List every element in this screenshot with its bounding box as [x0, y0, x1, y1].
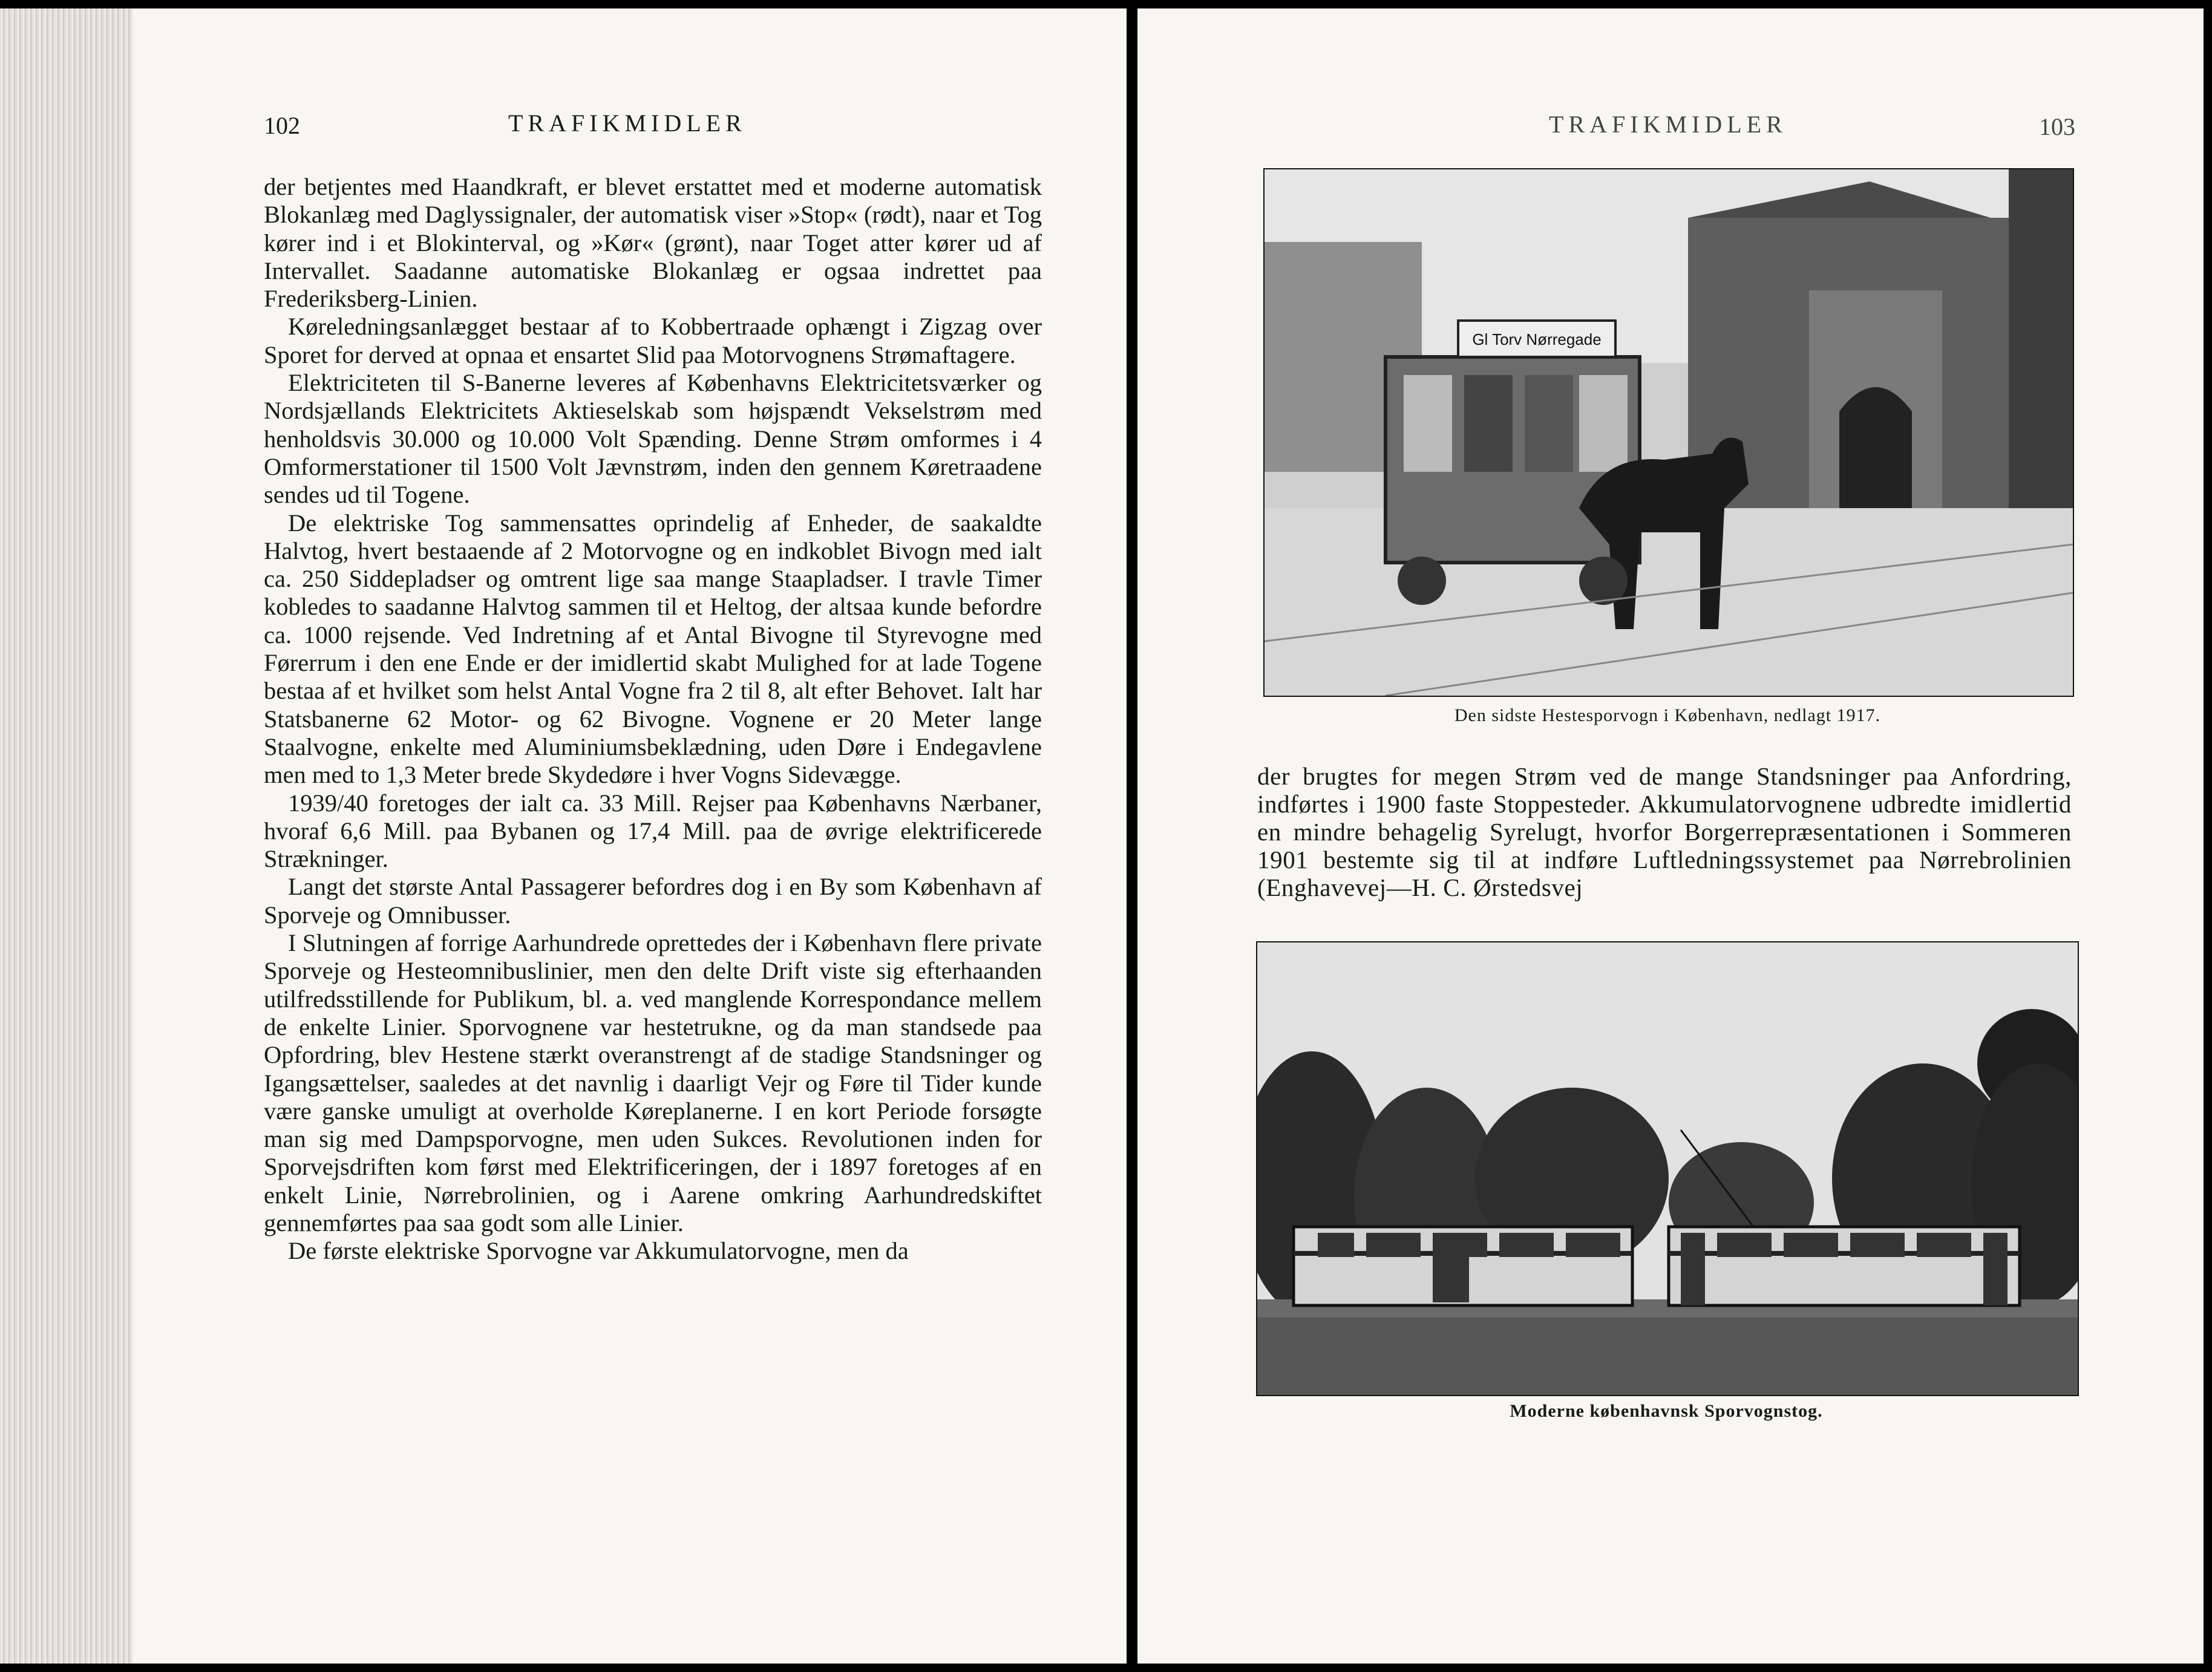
paragraph: Elektriciteten til S-Banerne leveres af Københavns Elektricitetsværker og Nordsjællands Elektricitets Aktieselskab som højspændt Vekselstrøm med henholdsvis 30.000 og 10.000 Volt Spænding. Denne Strøm omformes i 4 Omformerstationer til 1500 Volt Jævnstrøm, inden den gennem Køretraadene sendes ud til Togene.: [264, 369, 1042, 509]
caption-modern-tram: Moderne københavnsk Sporvognstog.: [1510, 1401, 1823, 1421]
page-number-right: 103: [2039, 113, 2075, 140]
left-body-text: [264, 173, 1042, 1265]
caption-horse-tram: Den sidste Hestesporvogn i København, nedlagt 1917.: [1454, 705, 1881, 725]
left-page: [0, 8, 1127, 1664]
page-number-left: 102: [264, 112, 300, 139]
horse-tram-illustration: [1265, 169, 2073, 696]
modern-tram-photo: [1256, 941, 2079, 1396]
tram-destination-sign: Gl Torv Nørregade: [1472, 330, 1602, 348]
paragraph: Langt det største Antal Passagerer befordres dog i en By som København af Sporveje og Omnibusser.: [264, 873, 1042, 929]
paragraph: 1939/40 foretoges der ialt ca. 33 Mill. Rejser paa Københavns Nærbaner, hvoraf 6,6 Mill. paa Bybanen og 17,4 Mill. paa de øvrige elektrificerede Strækninger.: [264, 789, 1042, 873]
right-page: [1137, 8, 2204, 1664]
paragraph: der betjentes med Haandkraft, er blevet erstattet med et moderne automatisk Blokanlæg med Daglyssignaler, der automatisk viser »Stop« (rødt), naar et Tog kører ind i et Blokinterval, og »Kør« (grønt), naar Toget atter kører ud af Intervallet. Saadanne automatiske Blokanlæg er ogsaa indrettet paa Frederiksberg-Linien.: [264, 173, 1042, 313]
paragraph: Køreledningsanlægget bestaar af to Kobbertraade ophængt i Zigzag over Sporet for derved at opnaa et ensartet Slid paa Motorvognens Strømaftagere.: [264, 313, 1042, 368]
paragraph: De elektriske Tog sammensattes oprindelig af Enheder, de saakaldte Halvtog, hvert bestaaende af 2 Motorvogne og en indkoblet Bivogn med ialt ca. 250 Siddepladser og omtrent lige saa mange Staapladser. I travle Timer kobledes to saadanne Halvtog sammen til et Heltog, der altsaa kunde befordre ca. 1000 rejsende. Ved Indretning af et Antal Bivogne til Styrevogne med Førerrum i den ene Ende er der imidlertid skabt Mulighed for at lade Togene bestaa af et hvilket som helst Antal Vogne fra 2 til 8, alt efter Behovet. Ialt har Statsbanerne 62 Motor- og 62 Bivogne. Vognene er 20 Meter lange Staalvogne, enkelte med Aluminiumsbeklædning, uden Døre i Endegavlene men med to 1,3 Meter brede Skydedøre i hver Vogns Sidevægge.: [264, 509, 1042, 789]
paragraph: De første elektriske Sporvogne var Akkumulatorvogne, men da: [288, 1237, 909, 1265]
running-head-right: TRAFIKMIDLER: [1549, 111, 1787, 138]
horse-tram-photo: [1263, 168, 2074, 697]
page-edges: [0, 8, 133, 1664]
modern-tram-illustration: [1257, 942, 2078, 1395]
paragraph: I Slutningen af forrige Aarhundrede oprettedes der i København flere private Sporveje og Hesteomnibuslinier, men den delte Drift viste sig efterhaanden utilfredsstillende for Publikum, bl. a. ved manglende Korrespondance mellem de enkelte Linier. Sporvognene var hestetrukne, og da man standsede paa Opfordring, blev Hestene stærkt overanstrengt af de stadige Standsninger og Igangsættelser, saaledes at det navnlig i daarligt Vejr og Føre til Tider kunde være ganske umuligt at overholde Køreplanerne. I en kort Periode forsøgte man sig med Dampsporvogne, men uden Sukces. Revolutionen inden for Sporvejsdriften kom først med Elektrificeringen, der i 1897 foretoges af en enkelt Linie, Nørrebrolinien, og i Aarene omkring Aarhundredskiftet gennemførtes paa saa godt som alle Linier.: [264, 929, 1042, 1236]
right-body-text: der brugtes for megen Strøm ved de mange Standsninger paa Anfordring, indførtes i 1900 faste Stoppesteder. Akkumulatorvognene udbredte imidlertid en mindre behagelig Syrelugt, hvorfor Borgerrepræsentationen i Sommeren 1901 bestemte sig til at indføre Luftledningssystemet paa Nørrebrolinien (Enghavevej—H. C. Ørstedsvej: [1257, 762, 2072, 901]
running-head-left: TRAFIKMIDLER: [508, 109, 747, 137]
